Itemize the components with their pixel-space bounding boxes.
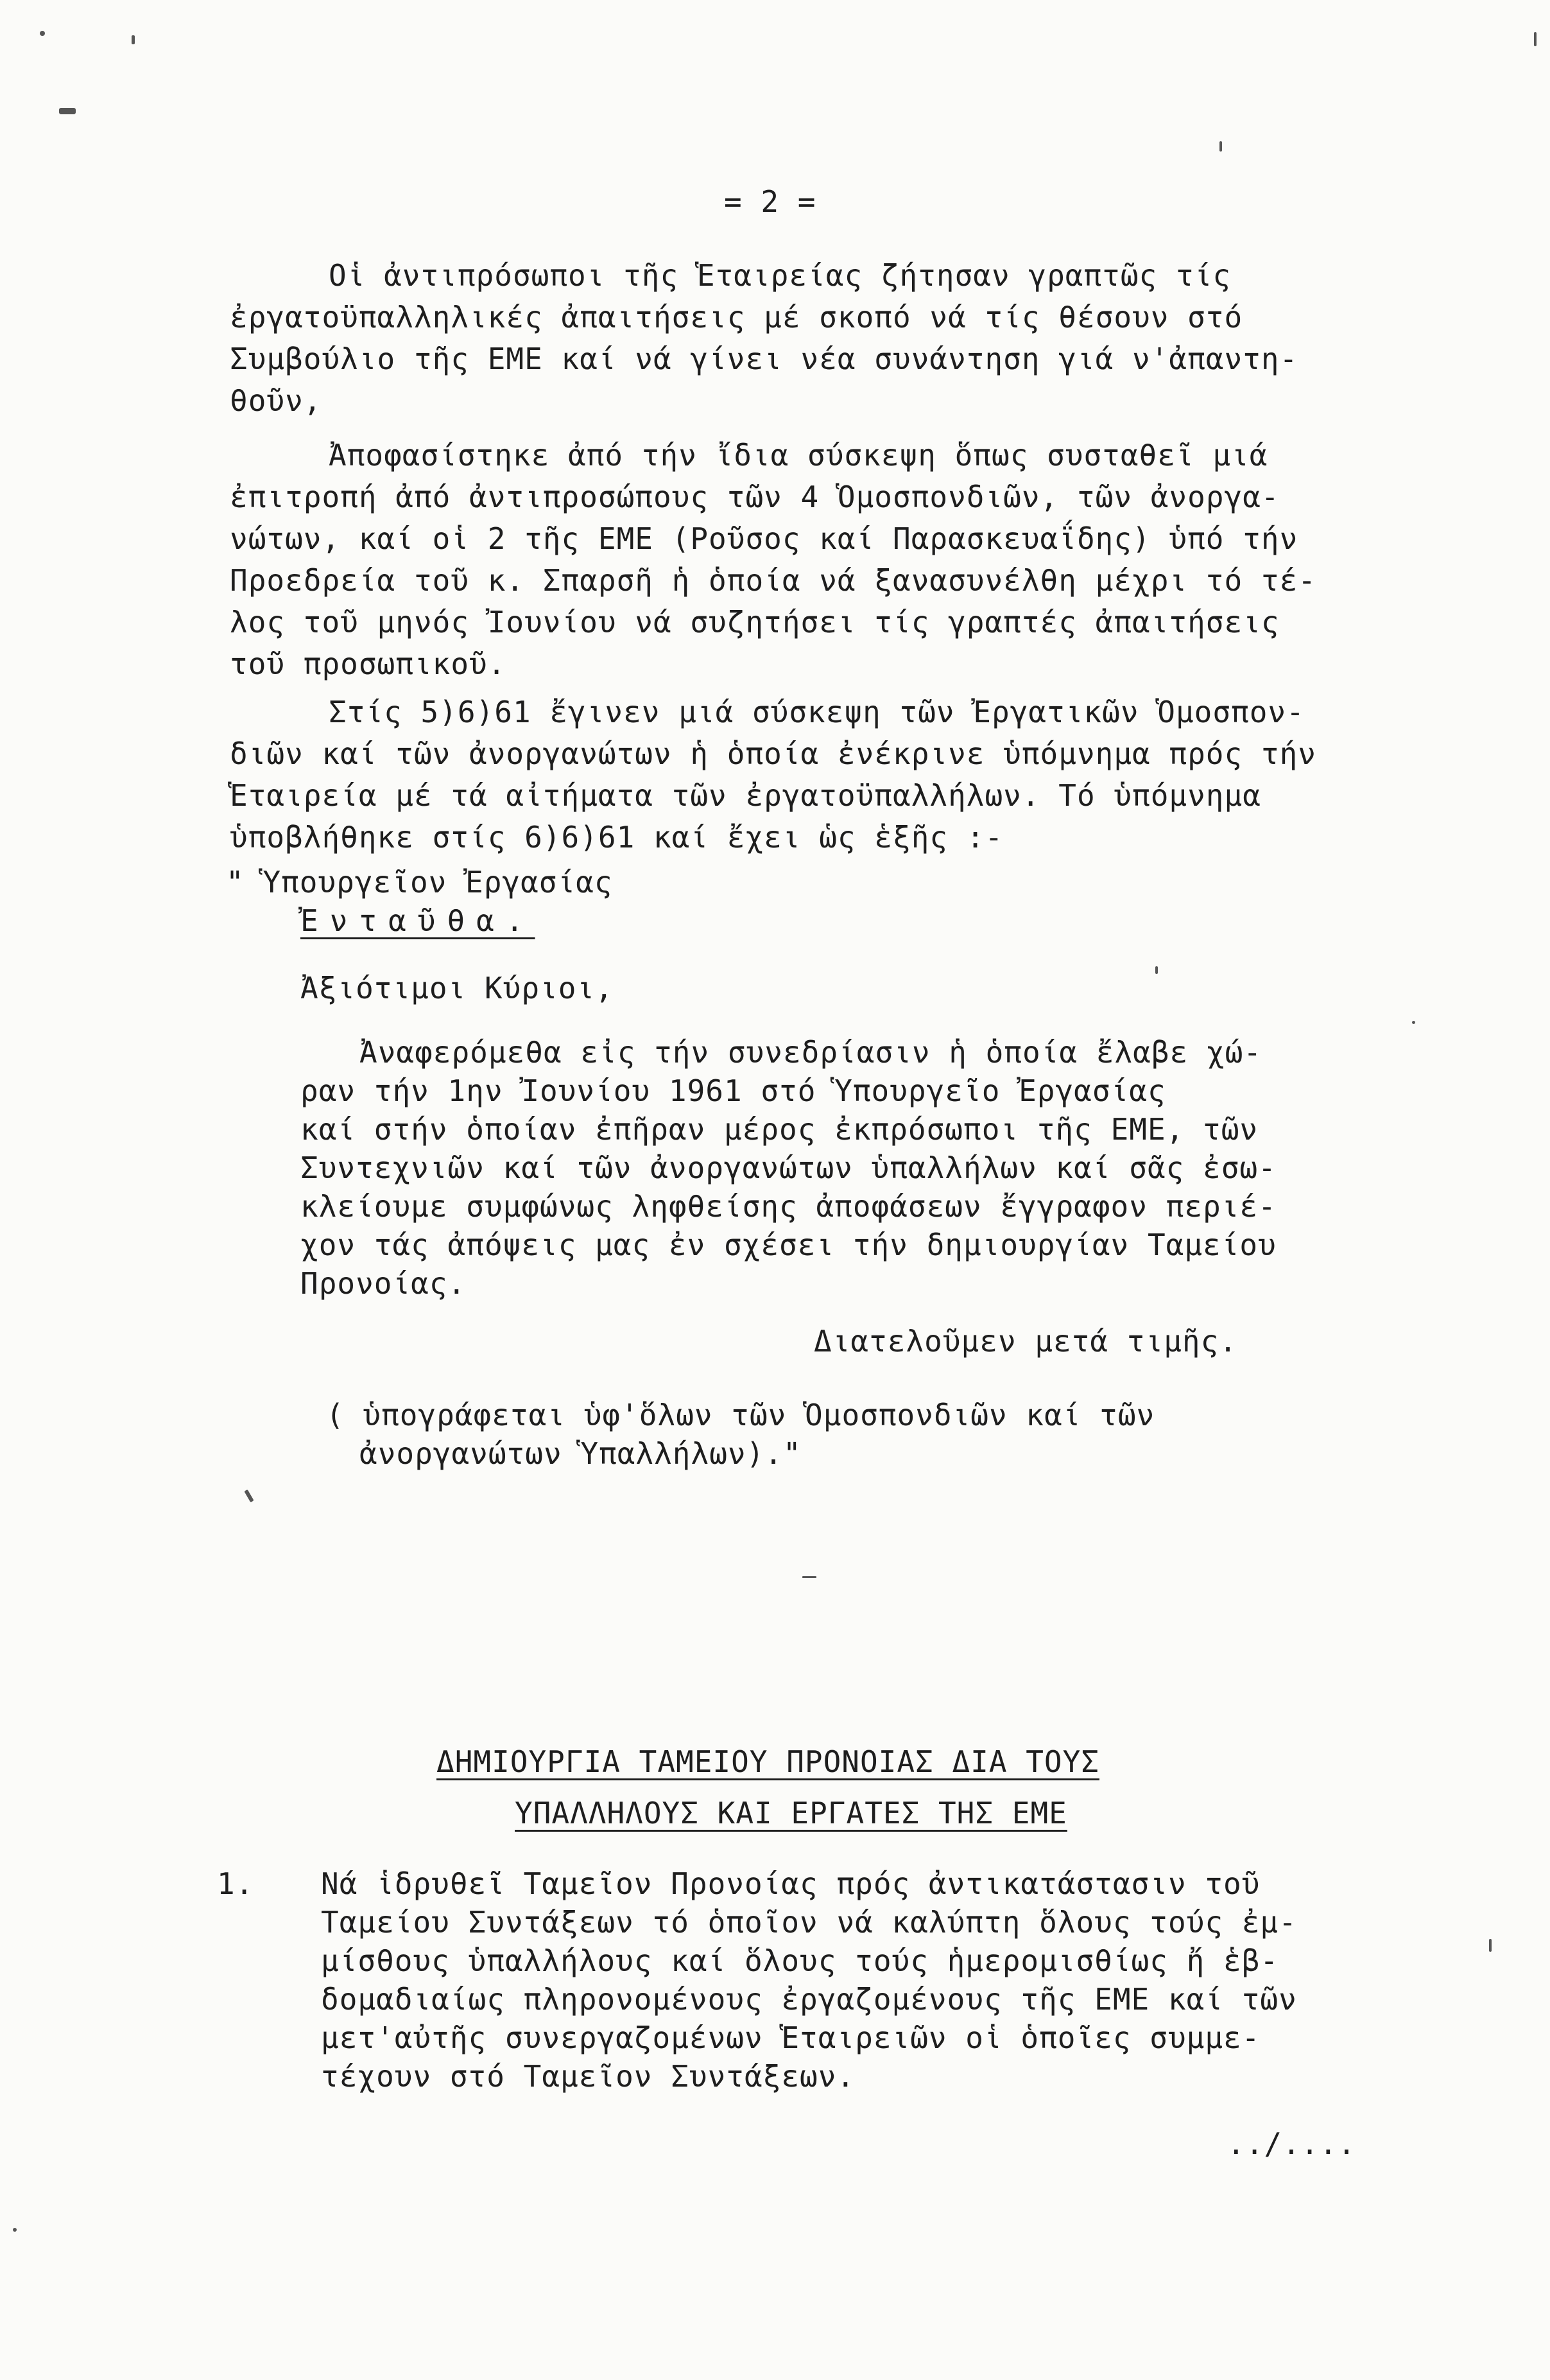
scan-speck xyxy=(1155,966,1158,974)
scan-speck xyxy=(132,35,135,44)
scan-speck xyxy=(59,108,76,114)
scan-speck xyxy=(1219,141,1222,152)
scan-speck xyxy=(13,2228,17,2232)
memo-address-city: Ἐνταῦθα. xyxy=(300,903,535,938)
paragraph-3-line: διῶν καί τῶν ἀνοργανώτων ἡ ὁποία ἐνέκρινε ὑπόμνημα πρός τήν xyxy=(230,736,1316,771)
item-number: 1. xyxy=(217,1866,254,1901)
page-number: = 2 = xyxy=(724,184,816,219)
scan-speck xyxy=(1412,1021,1415,1024)
section-heading-line2: ΥΠΑΛΛΗΛΟΥΣ ΚΑΙ ΕΡΓΑΤΕΣ ΤΗΣ ΕΜΕ xyxy=(515,1796,1067,1830)
paragraph-2-line: λος τοῦ μηνός Ἰουνίου νά συζητήσει τίς γραπτές ἀπαιτήσεις xyxy=(230,605,1280,639)
paragraph-1-line: Συμβούλιο τῆς ΕΜΕ καί νά γίνει νέα συνάντηση γιά ν'ἀπαντη- xyxy=(230,342,1298,376)
paragraph-3-line: Στίς 5)6)61 ἔγινεν μιά σύσκεψη τῶν Ἐργατικῶν Ὁμοσπον- xyxy=(329,695,1305,729)
memo-salutation: Ἀξιότιμοι Κύριοι, xyxy=(300,971,614,1005)
paragraph-3-line: ὑποβλήθηκε στίς 6)6)61 καί ἔχει ὡς ἑξῆς :- xyxy=(230,820,1004,855)
memo-body-line: κλείουμε συμφώνως ληφθείσης ἀποφάσεων ἔγγραφον περιέ- xyxy=(300,1189,1277,1224)
item-1-line: Νά ἱδρυθεῖ Ταμεῖον Προνοίας πρός ἀντικατάστασιν τοῦ xyxy=(321,1866,1261,1901)
paragraph-2-line: Ἀποφασίστηκε ἀπό τήν ἴδια σύσκεψη ὅπως συσταθεῖ μιά xyxy=(329,438,1268,473)
item-1-line: τέχουν στό Ταμεῖον Συντάξεων. xyxy=(321,2059,856,2094)
memo-signature-line: ἀνοργανώτων Ὑπαλλήλων)." xyxy=(359,1436,802,1471)
memo-body-line: καί στήν ὁποίαν ἐπῆραν μέρος ἐκπρόσωποι τῆς ΕΜΕ, τῶν xyxy=(300,1112,1259,1147)
paragraph-3-line: Ἑταιρεία μέ τά αἰτήματα τῶν ἐργατοϋπαλλήλων. Τό ὑπόμνημα xyxy=(230,778,1261,813)
paragraph-1-line: ἐργατοϋπαλληλικές ἀπαιτήσεις μέ σκοπό νά τίς θέσουν στό xyxy=(230,300,1243,334)
scan-speck xyxy=(1489,1939,1492,1952)
memo-body-line: Ἀναφερόμεθα εἰς τήν συνεδρίασιν ἡ ὁποία ἔλαβε χώ- xyxy=(359,1035,1262,1070)
memo-body-line: χον τάς ἀπόψεις μας ἐν σχέσει τήν δημιουργίαν Ταμείου xyxy=(300,1228,1277,1262)
paragraph-2-line: τοῦ προσωπικοῦ. xyxy=(230,647,506,681)
memo-body-line: ραν τήν 1ην Ἰουνίου 1961 στό Ὑπουργεῖο Ἐργασίας xyxy=(300,1073,1166,1108)
scan-speck xyxy=(244,1490,254,1502)
paragraph-2-line: νώτων, καί οἱ 2 τῆς ΕΜΕ (Ροῦσος καί Παρασκευαΐδης) ὑπό τήν xyxy=(230,521,1298,556)
memo-closing: Διατελοῦμεν μετά τιμῆς. xyxy=(814,1324,1237,1359)
memo-body-line: Συντεχνιῶν καί τῶν ἀνοργανώτων ὑπαλλήλων καί σᾶς ἐσω- xyxy=(300,1151,1277,1185)
memo-address-line: " Ὑπουργεῖον Ἐργασίας xyxy=(226,865,613,899)
scan-speck xyxy=(802,1576,816,1578)
paragraph-2-line: Προεδρεία τοῦ κ. Σπαρσῆ ἡ ὁποία νά ξανασυνέλθη μέχρι τό τέ- xyxy=(230,563,1316,598)
item-1-line: μετ'αὐτῆς συνεργαζομένων Ἑταιρειῶν οἱ ὁποῖες συμμε- xyxy=(321,2020,1261,2055)
section-heading-line1: ΔΗΜΙΟΥΡΓΙΑ ΤΑΜΕΙΟΥ ΠΡΟΝΟΙΑΣ ΔΙΑ ΤΟΥΣ xyxy=(436,1744,1099,1779)
item-1-line: μίσθους ὑπαλλήλους καί ὅλους τούς ἡμερομισθίως ἤ ἑβ- xyxy=(321,1943,1279,1978)
memo-signature-line: ( ὑπογράφεται ὑφ'ὅλων τῶν Ὁμοσπονδιῶν καί τῶν xyxy=(326,1398,1155,1432)
item-1-line: δομαδιαίως πληρονομένους ἐργαζομένους τῆς ΕΜΕ καί τῶν xyxy=(321,1982,1297,2017)
scan-speck xyxy=(1534,32,1537,46)
scan-speck xyxy=(40,31,45,36)
memo-body-line: Προνοίας. xyxy=(300,1266,467,1301)
continuation-mark: ../.... xyxy=(1227,2126,1356,2161)
paragraph-1-line: θοῦν, xyxy=(230,383,322,418)
item-1-line: Ταμείου Συντάξεων τό ὁποῖον νά καλύπτη ὅλους τούς ἐμ- xyxy=(321,1905,1297,1940)
paragraph-2-line: ἐπιτροπή ἀπό ἀντιπροσώπους τῶν 4 Ὁμοσπονδιῶν, τῶν ἀνοργα- xyxy=(230,480,1280,514)
paragraph-1-line: Οἱ ἀντιπρόσωποι τῆς Ἑταιρείας ζήτησαν γραπτῶς τίς xyxy=(329,258,1232,293)
